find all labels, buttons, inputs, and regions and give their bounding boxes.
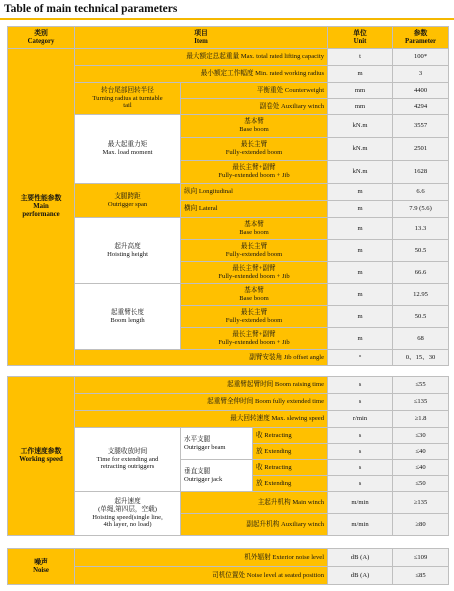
- value-cell: 3: [393, 66, 449, 83]
- item-group-label: 起升高度 Hoisting height: [75, 218, 181, 284]
- table-row: [8, 115, 449, 138]
- unit-cell: m: [328, 66, 393, 83]
- category-main-performance: 主要性能参数 Main performance: [8, 49, 75, 366]
- item-group-label: 起重臂长度 Boom length: [75, 284, 181, 350]
- sub-item-label: 收 Retracting: [253, 428, 328, 444]
- item-label: 最大回转速度 Max. slewing speed: [75, 411, 328, 428]
- item-label: 机外辐射 Exterior noise level: [75, 549, 328, 567]
- item-label: 副臂安装角 Jib offset angle: [75, 350, 328, 366]
- unit-cell: m: [328, 184, 393, 201]
- table-row: [8, 377, 449, 394]
- table-row: [8, 492, 449, 514]
- sub-item-label: 副起升机构 Auxiliary winch: [181, 514, 328, 536]
- value-cell: 7.9 (5.6): [393, 201, 449, 218]
- value-cell: 68: [393, 328, 449, 350]
- working-speed-table: [7, 376, 449, 536]
- item-label: 起重臂全伸时间 Boom fully extended time: [75, 394, 328, 411]
- unit-cell: m: [328, 306, 393, 328]
- title-divider: [0, 18, 454, 20]
- unit-cell: m: [328, 201, 393, 218]
- table-row: [8, 218, 449, 240]
- value-cell: ≤40: [393, 444, 449, 460]
- value-cell: 13.3: [393, 218, 449, 240]
- table-row: [8, 184, 449, 201]
- unit-cell: dB (A): [328, 567, 393, 585]
- sub-item-label: 收 Retracting: [253, 460, 328, 476]
- table-row: [8, 549, 449, 567]
- header-row: [8, 27, 449, 49]
- sub-item-label: 基本臂 Base boom: [181, 218, 328, 240]
- sub-item-label: 基本臂 Base boom: [181, 115, 328, 138]
- unit-cell: r/min: [328, 411, 393, 428]
- item-group-label: 起升速度 (单绳,第四层，空载) Hoisting speed(single line, 4th layer, no load): [75, 492, 181, 536]
- table-row: [8, 49, 449, 66]
- sub-item-label: 纵向 Longitudinal: [181, 184, 328, 201]
- unit-cell: kN.m: [328, 115, 393, 138]
- unit-cell: m: [328, 262, 393, 284]
- value-cell: 3557: [393, 115, 449, 138]
- item-group-label: 转台尾部回转半径 Turning radius at turntable tail: [75, 83, 181, 115]
- table-row: [8, 428, 449, 444]
- header-parameter: 参数 Parameter: [393, 27, 449, 49]
- header-item: 项目 Item: [75, 27, 328, 49]
- noise-table: [7, 548, 449, 585]
- sub-item-label: 副卷处 Auxiliary winch: [181, 99, 328, 115]
- unit-cell: m/min: [328, 514, 393, 536]
- table-row: [8, 394, 449, 411]
- sub-item-label: 放 Extending: [253, 444, 328, 460]
- value-cell: 50.5: [393, 306, 449, 328]
- unit-cell: m: [328, 284, 393, 306]
- value-cell: ≥80: [393, 514, 449, 536]
- unit-cell: °: [328, 350, 393, 366]
- sub-item-label: 最长主臂+副臂 Fully-extended boom + Jib: [181, 328, 328, 350]
- unit-cell: m/min: [328, 492, 393, 514]
- value-cell: 50.5: [393, 240, 449, 262]
- sub-item-label: 最长主臂 Fully-extended boom: [181, 240, 328, 262]
- unit-cell: s: [328, 428, 393, 444]
- category-working-speed: 工作速度参数 Working speed: [8, 377, 75, 536]
- item-label: 司机位置处 Noise level at seated position: [75, 567, 328, 585]
- table-row: [8, 66, 449, 83]
- item-label: 起重臂起臂时间 Boom raising time: [75, 377, 328, 394]
- item-group-label: 支腿收放时间 Time for extending and retracting outriggers: [75, 428, 181, 492]
- unit-cell: s: [328, 444, 393, 460]
- unit-cell: s: [328, 476, 393, 492]
- unit-cell: s: [328, 460, 393, 476]
- unit-cell: kN.m: [328, 161, 393, 184]
- value-cell: ≤40: [393, 460, 449, 476]
- table-row: [8, 411, 449, 428]
- sub-item-label: 最长主臂 Fully-extended boom: [181, 306, 328, 328]
- item-group-label: 最大起重力矩 Max. load moment: [75, 115, 181, 184]
- item-group-label: 支腿跨距 Outrigger span: [75, 184, 181, 218]
- unit-cell: m: [328, 328, 393, 350]
- unit-cell: m: [328, 240, 393, 262]
- value-cell: 2501: [393, 138, 449, 161]
- value-cell: 4294: [393, 99, 449, 115]
- sub-item-label: 最长主臂+副臂 Fully-extended boom + Jib: [181, 262, 328, 284]
- value-cell: 100*: [393, 49, 449, 66]
- sub-item-label: 平衡重处 Counterweight: [181, 83, 328, 99]
- value-cell: 4400: [393, 83, 449, 99]
- unit-cell: dB (A): [328, 549, 393, 567]
- sub-item-label: 横向 Lateral: [181, 201, 328, 218]
- technical-parameters-table: [7, 26, 449, 366]
- value-cell: 1628: [393, 161, 449, 184]
- sub-item-label: 最长主臂 Fully-extended boom: [181, 138, 328, 161]
- table-row: [8, 350, 449, 366]
- value-cell: ≤85: [393, 567, 449, 585]
- sub-item-label: 主起升机构 Main winch: [181, 492, 328, 514]
- value-cell: 0、15、30: [393, 350, 449, 366]
- value-cell: ≤30: [393, 428, 449, 444]
- value-cell: ≤109: [393, 549, 449, 567]
- sub-item-label: 放 Extending: [253, 476, 328, 492]
- unit-cell: s: [328, 377, 393, 394]
- unit-cell: s: [328, 394, 393, 411]
- sub-item-label: 基本臂 Base boom: [181, 284, 328, 306]
- sub-group-label: 水平支腿 Outrigger beam: [181, 428, 253, 460]
- unit-cell: t: [328, 49, 393, 66]
- sub-item-label: 最长主臂+副臂 Fully-extended boom + Jib: [181, 161, 328, 184]
- value-cell: 12.95: [393, 284, 449, 306]
- value-cell: ≥1.8: [393, 411, 449, 428]
- value-cell: 66.6: [393, 262, 449, 284]
- value-cell: ≥135: [393, 492, 449, 514]
- value-cell: ≤50: [393, 476, 449, 492]
- unit-cell: m: [328, 218, 393, 240]
- table-row: [8, 83, 449, 99]
- page-title: Table of main technical parameters: [4, 3, 178, 15]
- table-row: [8, 284, 449, 306]
- sub-group-label: 垂直支腿 Outrigger jack: [181, 460, 253, 492]
- unit-cell: mm: [328, 99, 393, 115]
- table-row: [8, 567, 449, 585]
- value-cell: ≤135: [393, 394, 449, 411]
- header-unit: 单位 Unit: [328, 27, 393, 49]
- item-label: 最小额定工作幅度 Min. rated working radius: [75, 66, 328, 83]
- unit-cell: mm: [328, 83, 393, 99]
- category-noise: 噪声 Noise: [8, 549, 75, 585]
- value-cell: ≤55: [393, 377, 449, 394]
- value-cell: 6.6: [393, 184, 449, 201]
- unit-cell: kN.m: [328, 138, 393, 161]
- item-label: 最大额定总起重量 Max. total rated lifting capacity: [75, 49, 328, 66]
- header-category: 类别 Category: [8, 27, 75, 49]
